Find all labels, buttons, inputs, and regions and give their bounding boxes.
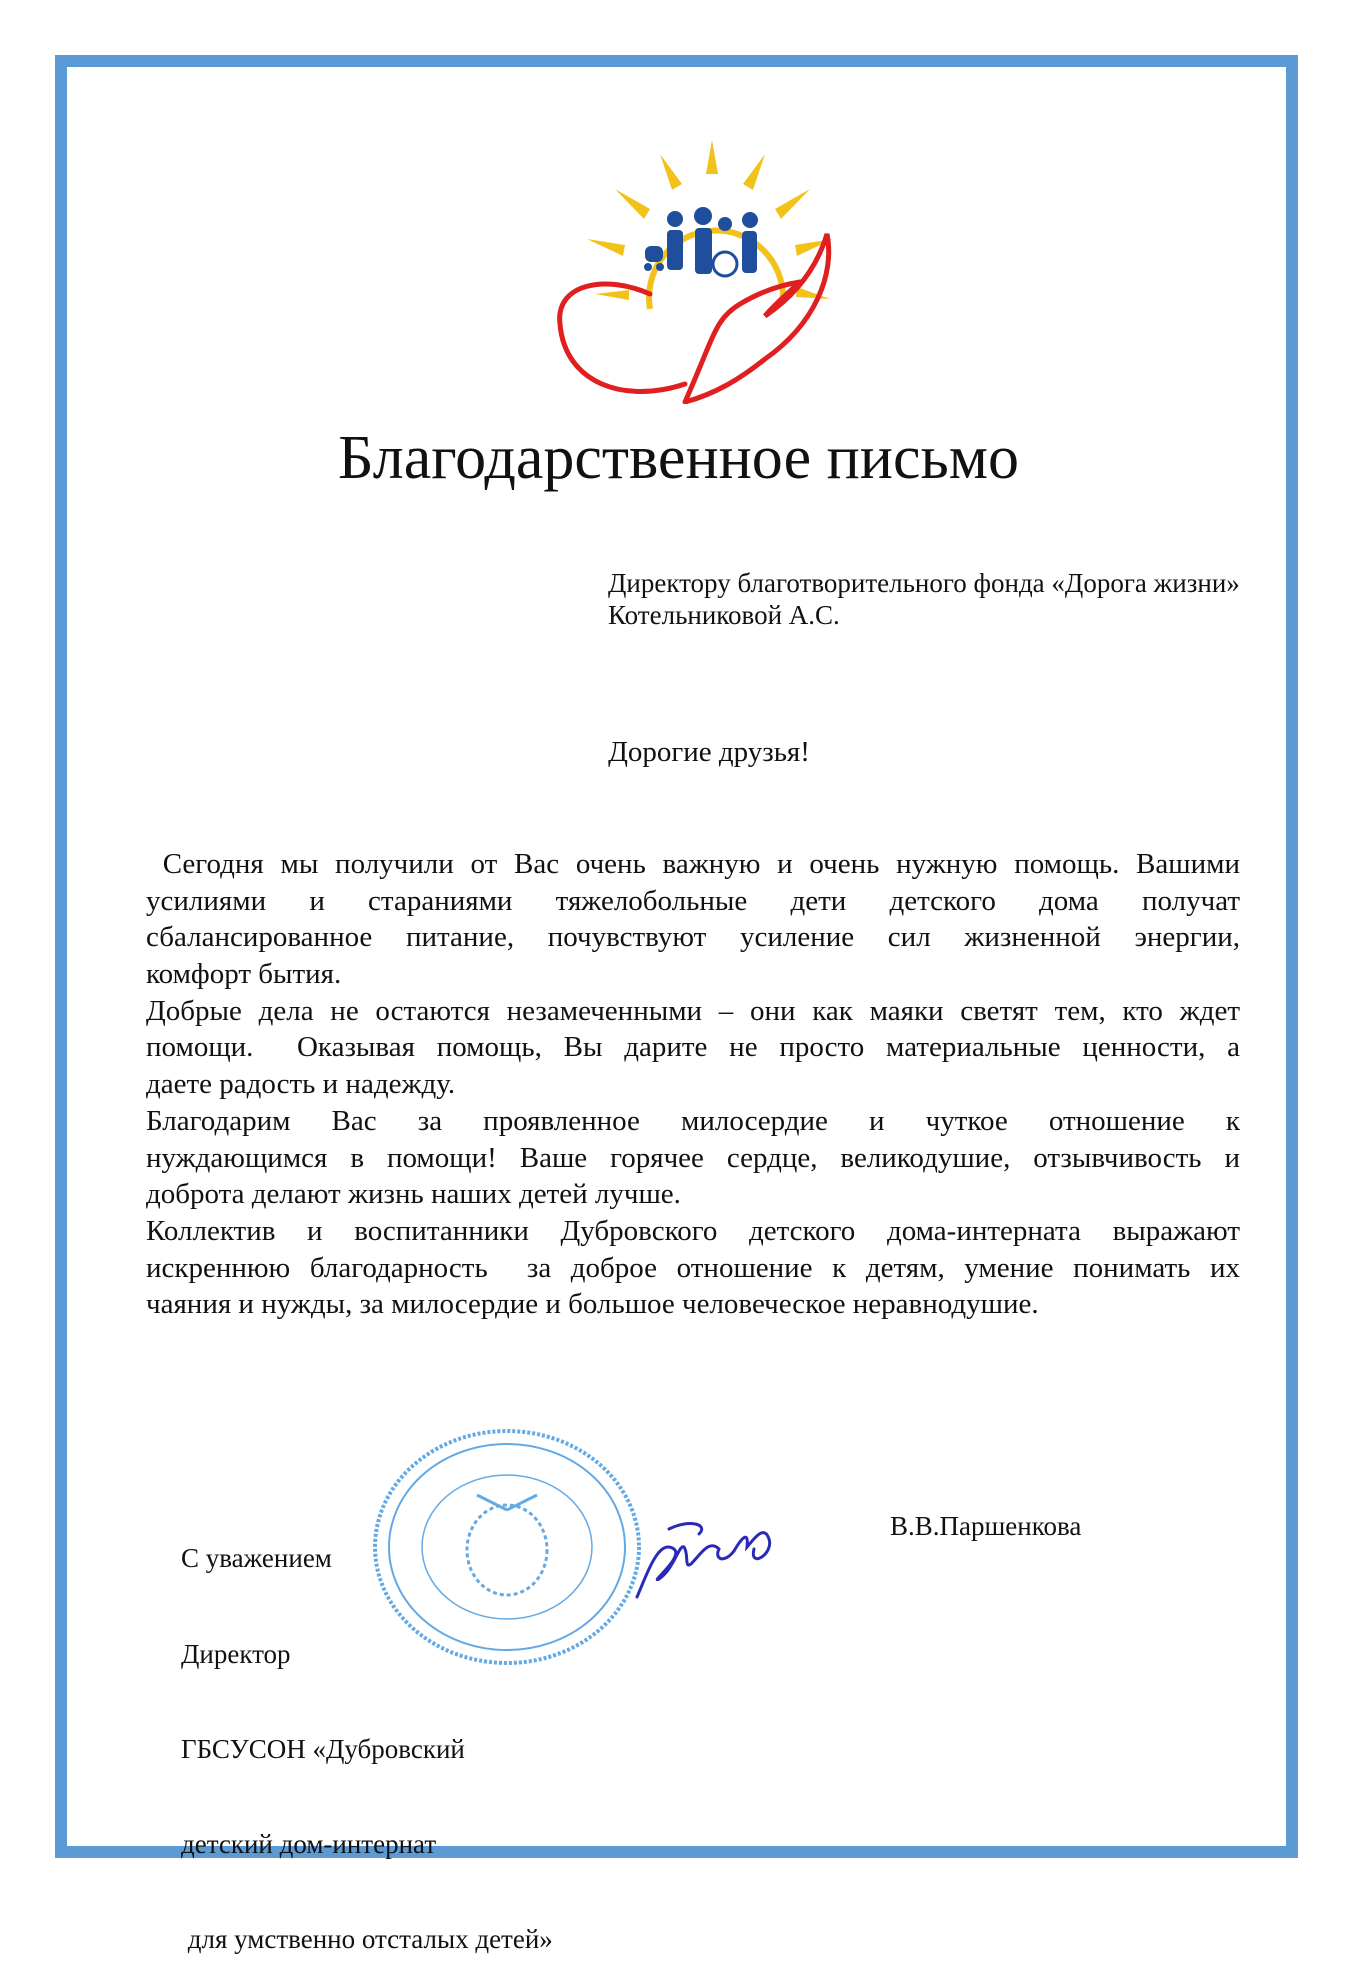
greeting: Дорогие друзья! <box>608 736 810 768</box>
signature <box>629 1509 799 1604</box>
body-line: усилиями и стараниями тяжелобольные дети детского дома получат <box>146 884 1240 917</box>
letter-body <box>146 846 1240 1323</box>
body-line: помощи. Оказывая помощь, Вы дарите не просто материальные ценности, а <box>146 1031 1240 1064</box>
closing-line: С уважением <box>181 1543 332 1574</box>
body-line: доброта делают жизнь наших детей лучше. <box>146 1178 681 1211</box>
body-line: чаяния и нужды, за милосердие и большое человеческое неравнодушие. <box>146 1288 1039 1321</box>
charity-logo <box>525 134 900 404</box>
closing-line: Директор <box>181 1638 291 1669</box>
body-line: Сегодня мы получили от Вас очень важную и очень нужную помощь. Вашими <box>146 848 1240 880</box>
closing-line: ГБСУСОН «Дубровский <box>181 1733 465 1764</box>
body-line: Коллектив и воспитанники Дубровского детского дома-интерната выражают <box>146 1214 1240 1247</box>
closing-block <box>181 1480 553 1987</box>
closing-line: для умственно отсталых детей» <box>181 1923 553 1954</box>
body-line: искреннюю благодарность за доброе отношение к детям, умение понимать их <box>146 1251 1240 1284</box>
closing-line: детский дом-интернат <box>181 1828 437 1859</box>
page-title: Благодарственное письмо <box>338 424 1019 492</box>
paragraph <box>146 1103 1240 1213</box>
body-line: даете радость и надежду. <box>146 1068 456 1101</box>
paragraph <box>146 846 1240 993</box>
body-line: Благодарим Вас за проявленное милосердие и чуткое отношение к <box>146 1104 1240 1137</box>
body-line: комфорт бытия. <box>146 958 342 991</box>
family-figures-icon <box>644 207 758 276</box>
body-line: нуждающимся в помощи! Ваше горячее сердце, великодушие, отзывчивость и <box>146 1141 1240 1174</box>
hand-outline-icon <box>560 234 829 402</box>
body-line: Добрые дела не остаются незамеченными – они как маяки светят тем, кто ждет <box>146 994 1240 1027</box>
paragraph <box>146 993 1240 1103</box>
body-line: сбалансированное питание, почувствуют усиление сил жизненной энергии, <box>146 921 1240 954</box>
paragraph <box>146 1213 1240 1323</box>
signer-name: В.В.Паршенкова <box>890 1511 1082 1541</box>
addressee-line: Директору благотворительного фонда «Дорога жизни» <box>608 568 1240 598</box>
addressee-line: Котельниковой А.С. <box>608 600 840 630</box>
